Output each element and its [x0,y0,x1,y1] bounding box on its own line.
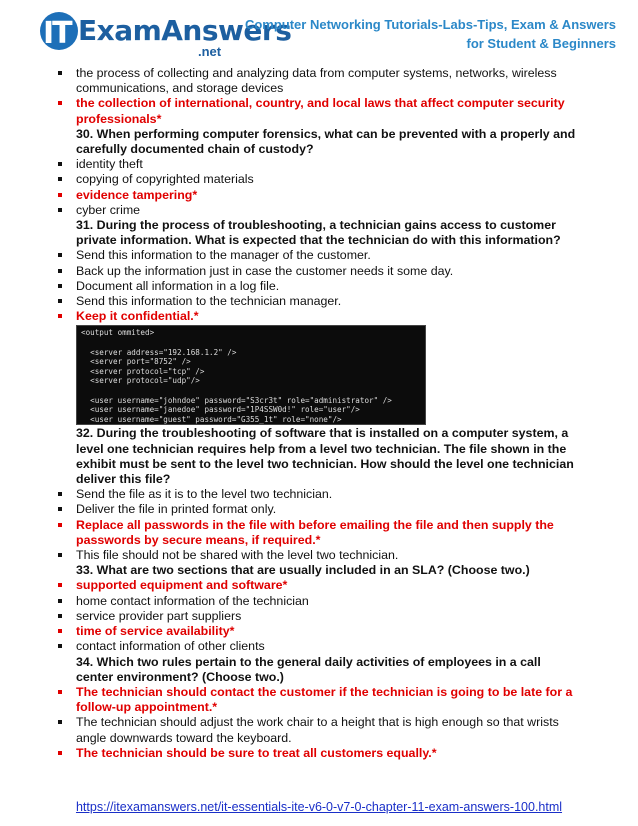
question-text: 30. When performing computer forensics, what can be prevented with a properly and carefully documented chain of custody? [76,126,576,157]
correct-answer-option: The technician should be sure to treat all customers equally.* [56,746,576,761]
answer-option: The technician should adjust the work chair to a height that is high enough so that wrists angle downwards toward the keyboard. [56,715,576,745]
answer-option: Send this information to the manager of the customer. [56,248,576,263]
tagline-line-2: for Student & Beginners [466,36,616,51]
answer-option: copying of copyrighted materials [56,172,576,187]
exhibit-line: <server port="8752" /> [81,357,191,367]
logo-wordmark: ExamAnswers [78,14,292,47]
correct-answer-option: Keep it confidential.* [56,309,576,324]
correct-answer-option: evidence tampering* [56,188,576,203]
exhibit-line: <server protocol="udp"/> [81,376,200,386]
logo-it-mark: IT [43,16,71,51]
answer-option: contact information of other clients [56,639,576,654]
question-text: 33. What are two sections that are usually included in an SLA? (Choose two.) [76,563,530,578]
answer-option: home contact information of the technician [56,594,576,609]
answer-option: identity theft [56,157,576,172]
correct-answer-option: supported equipment and software* [56,578,576,593]
answer-option: service provider part suppliers [56,609,576,624]
exhibit-line: <server address="192.168.1.2" /> [81,347,237,357]
answer-option: Send this information to the technician manager. [56,294,576,309]
question-text: 32. During the troubleshooting of software that is installed on a computer system, a level one technician requires help from a level two technician. The file shown in the exhibit must be sent to the level two technician. How should the level one technician deliver this file? [76,426,574,487]
exhibit-line [81,424,421,425]
exhibit-code-image [76,325,426,425]
exhibit-line: <server protocol="tcp" /> [81,366,205,376]
answer-option: Send the file as it is to the level two technician. [56,487,576,502]
site-logo[interactable] [40,10,292,59]
correct-answer-option: the collection of international, country, and local laws that affect computer security professionals* [56,96,576,126]
tagline-line-1: Computer Networking Tutorials-Labs-Tips, Exam & Answers [244,17,616,32]
correct-answer-option: Replace all passwords in the file with before emailing the file and then supply the passwords by secure means, if required.* [56,518,576,548]
answer-option: This file should not be shared with the level two technician. [56,548,576,563]
answer-option: Document all information in a log file. [56,279,576,294]
correct-answer-option: The technician should contact the customer if the technician is going to be late for a follow-up appointment.* [56,685,576,715]
page-header [0,0,638,62]
answer-option: the process of collecting and analyzing data from computer systems, networks, wireless communications, and storage devices [56,66,576,96]
exhibit-line [81,386,421,396]
answer-option: Deliver the file in printed format only. [56,502,576,517]
exhibit-line [81,338,421,348]
source-link[interactable]: https://itexamanswers.net/it-essentials-ite-v6-0-v7-0-chapter-11-exam-answers-100.html [75,800,563,814]
site-tagline [245,15,616,53]
correct-answer-option: time of service availability* [56,624,576,639]
page-footer [0,800,638,814]
exam-content [56,66,576,761]
question-text: 34. Which two rules pertain to the general daily activities of employees in a call center environment? (Choose two.) [76,654,541,684]
answer-option: Back up the information just in case the customer needs it some day. [56,264,576,279]
answer-option: cyber crime [56,203,576,218]
exhibit-line: <user username="johndoe" password="S3cr3t" role="administrator" /> [81,395,392,405]
exhibit-line: <user username="janedoe" password="1P4SSW0d!" role="user"/> [81,405,360,415]
question-text: 31. During the process of troubleshooting, a technician gains access to customer private information. What is expected that the technician do with this information? [76,218,561,248]
logo-tld: .net [198,44,222,59]
exhibit-line: <user username="guest" password="G355_1t" role="none"/> [81,414,342,424]
exhibit-line: <output ommited> [81,328,155,338]
